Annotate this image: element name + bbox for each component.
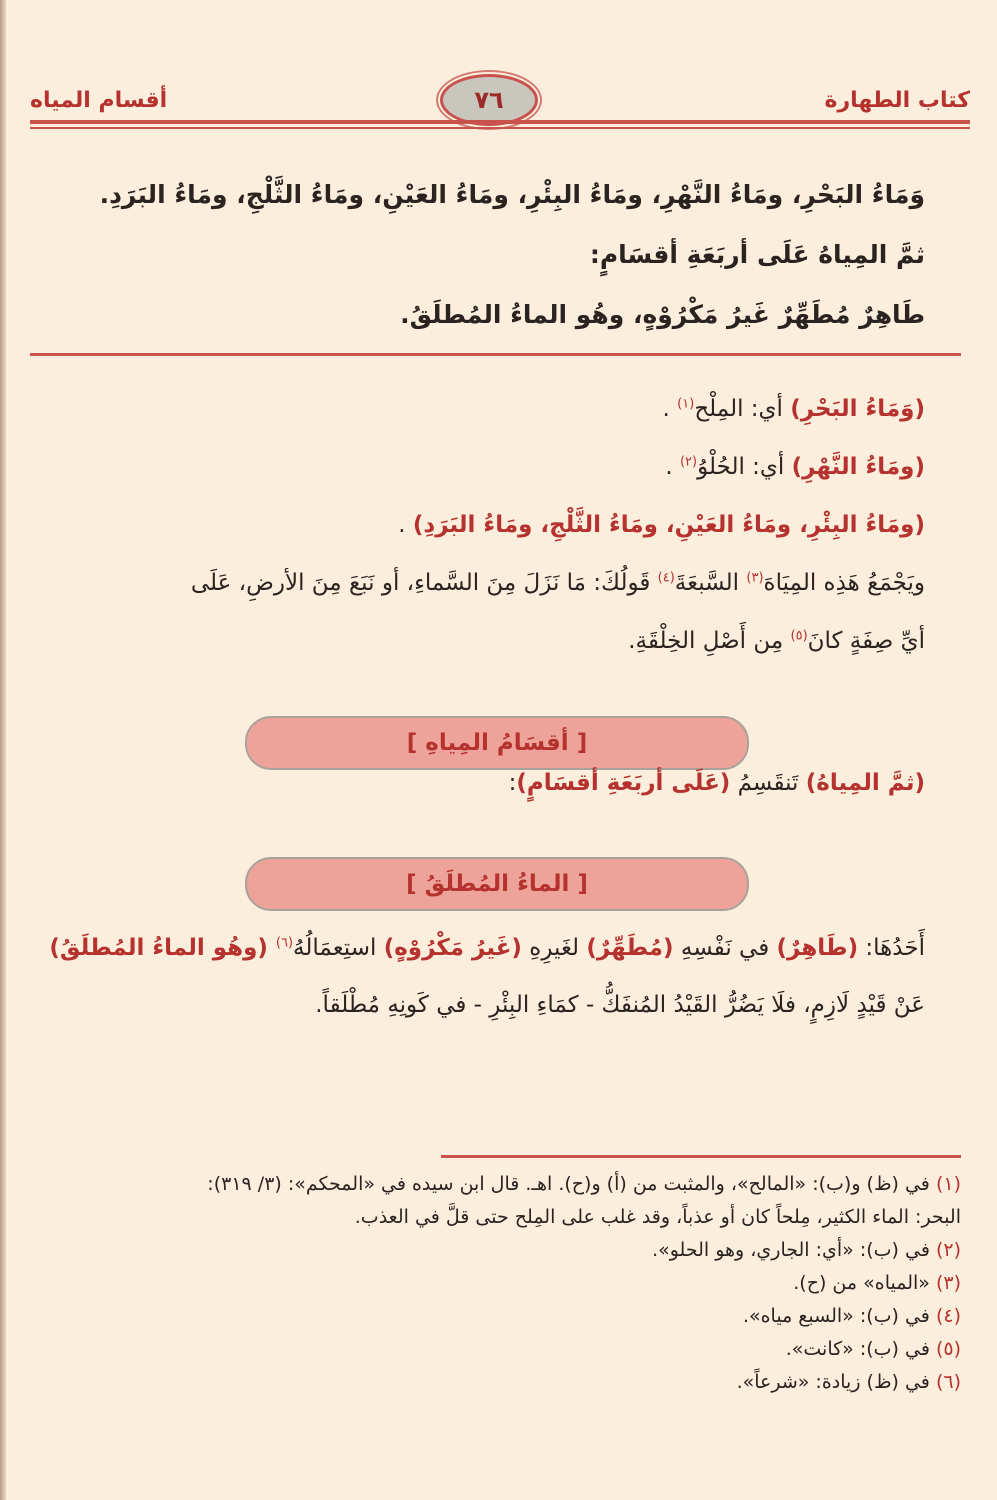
section-heading-water-divisions: [ أقسَامُ المِياهِ ]: [245, 716, 749, 770]
matn-line: ثمَّ المِياهُ عَلَى أربَعَةِ أقسَامٍ:: [589, 240, 925, 269]
footnote-number: (٢): [935, 1239, 961, 1261]
footnote-number: (٥): [935, 1338, 961, 1360]
footnote-number: (٦): [935, 1371, 961, 1393]
commentary-line: [45, 438, 925, 496]
commentary-text: لغَيرِهِ: [521, 935, 587, 961]
section-heading-absolute-water: [ الماءُ المُطلَقُ ]: [245, 857, 749, 911]
commentary-line: [45, 554, 925, 612]
commentary-line: [45, 612, 925, 670]
commentary-text: أيِّ صِفَةٍ كانَ: [807, 628, 925, 654]
division-line: [45, 770, 925, 796]
commentary-text: أَحَدُهَا:: [858, 935, 925, 961]
commentary-text: أي: المِلْح: [694, 396, 791, 422]
footnote: [41, 1333, 961, 1366]
header-rule-thin: [30, 127, 970, 129]
quoted-matn: (ثمَّ المِياهُ): [805, 770, 925, 796]
footnote-ref[interactable]: (١): [677, 396, 695, 412]
commentary-text: استِعمَالُهُ: [293, 935, 384, 961]
page-header: [30, 70, 970, 130]
commentary: [45, 380, 925, 670]
commentary-text: السَّبعَةَ: [674, 570, 747, 596]
quoted-matn: (وهُو الماءُ المُطلَقُ): [49, 935, 276, 961]
quoted-matn: (ومَاءُ النَّهْرِ): [791, 454, 925, 480]
commentary-text: أي: الحُلْوُ: [697, 454, 792, 480]
matn-line: طَاهِرٌ مُطَهِّرٌ غَيرُ مَكْرُوْهٍ، وهُو الماءُ المُطلَقُ.: [400, 300, 925, 329]
footnote-text: في (ب): «السبع مياه».: [742, 1305, 936, 1327]
footnote-number: (٤): [935, 1305, 961, 1327]
header-rule-thick: [30, 120, 970, 124]
chapter-title: أقسام المياه: [30, 88, 168, 113]
page-number-badge: ٧٦: [440, 74, 538, 126]
book-title: كتاب الطهارة: [824, 88, 970, 113]
footnote-text: في (ب): «أي: الجاري، وهو الحلو».: [652, 1239, 936, 1261]
commentary-line: [45, 380, 925, 438]
first-category-line: [45, 935, 925, 961]
footnote-text: «المياه» من (ح).: [793, 1272, 936, 1294]
commentary-text: مِن أَصْلِ الخِلْقَةِ.: [628, 628, 791, 654]
punctuation: :: [508, 770, 517, 796]
footnote-text: في (ظ) و(ب): «المالح»، والمثبت من (أ) و(ح). اهـ. قال ابن سيده في «المحكم»: (٣/ ٣١٩):: [207, 1173, 936, 1195]
footnote-text: البحر: الماء الكثير، مِلحاً كان أو عذباً، وقد غلب على المِلح حتى قلَّ في العذب.: [354, 1206, 961, 1228]
footnote-ref[interactable]: (٦): [275, 935, 294, 951]
footnote: [41, 1267, 961, 1300]
footnote-number: (١): [935, 1173, 961, 1195]
footnote: [41, 1201, 961, 1234]
footnote: [41, 1366, 961, 1399]
footnote-separator: [441, 1155, 961, 1158]
matn-line: وَمَاءُ البَحْرِ، ومَاءُ النَّهْرِ، ومَاءُ البِئْرِ، ومَاءُ العَيْنِ، ومَاءُ الثَّلْجِ، ومَاءُ البَرَدِ.: [99, 180, 925, 209]
punctuation: .: [662, 396, 678, 422]
commentary-line: [45, 496, 925, 554]
first-category-line-2: عَنْ قَيْدٍ لَازِمٍ، فلَا يَضُرُّ القَيْدُ المُنفَكُّ - كمَاءِ البِئْرِ - في كَونِهِ مُطْلَقاً.: [315, 992, 925, 1018]
footnote-text: في (ب): «كانت».: [785, 1338, 936, 1360]
quoted-matn: (وَمَاءُ البَحْرِ): [790, 396, 925, 422]
footnote: [41, 1168, 961, 1201]
punctuation: .: [398, 512, 413, 538]
matn-text: [45, 165, 925, 345]
footnote-ref[interactable]: (٥): [790, 628, 808, 644]
commentary-text: في نَفْسِهِ: [673, 935, 777, 961]
commentary-text: ويَجْمَعُ هَذِه المِيَاهَ: [763, 570, 925, 596]
quoted-matn: (طَاهِرٌ): [776, 935, 859, 961]
footnote-number: (٣): [935, 1272, 961, 1294]
footnote-ref[interactable]: (٣): [746, 570, 764, 586]
footnotes: [41, 1168, 961, 1399]
footnote: [41, 1234, 961, 1267]
footnote: [41, 1300, 961, 1333]
book-spine-shadow: [0, 0, 6, 1500]
quoted-matn: (ومَاءُ البِئْرِ، ومَاءُ العَيْنِ، ومَاءُ الثَّلْجِ، ومَاءُ البَرَدِ): [412, 512, 925, 538]
quoted-matn: (عَلَى أربَعَةِ أقسَامٍ): [516, 770, 731, 796]
footnote-ref[interactable]: (٤): [657, 570, 675, 586]
footnote-text: في (ظ) زيادة: «شرعاً».: [736, 1371, 936, 1393]
commentary-text: قَولُكَ: مَا نَزَلَ مِنَ السَّماءِ، أو نَبَعَ مِنَ الأرضِ، عَلَى: [190, 570, 658, 596]
punctuation: .: [665, 454, 680, 480]
commentary-text: تَنقَسِمُ: [730, 770, 806, 796]
matn-divider: [30, 353, 961, 356]
footnote-ref[interactable]: (٢): [679, 454, 698, 470]
quoted-matn: (مُطَهِّرٌ): [586, 935, 674, 961]
quoted-matn: (غَيرُ مَكْرُوْهٍ): [383, 935, 522, 961]
